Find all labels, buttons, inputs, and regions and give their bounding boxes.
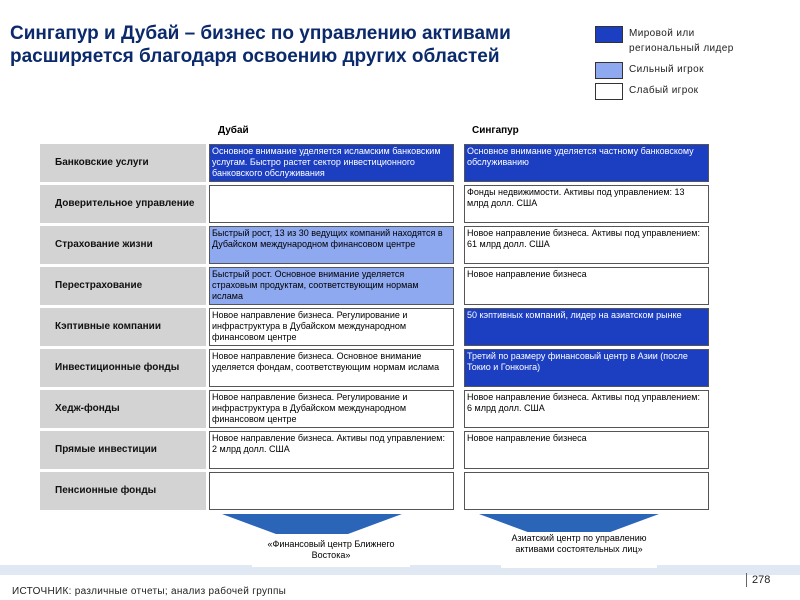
row-label: Банковские услуги (40, 144, 206, 182)
legend-label-leader: Мировой или региональный лидер (629, 28, 734, 54)
table-row (40, 144, 708, 182)
singapore-cell: Основное внимание уделяется частному банковскому обслуживанию (464, 144, 709, 182)
table-row (40, 226, 708, 264)
dubai-cell: Новое направление бизнеса. Активы под управлением: 2 млрд долл. США (209, 431, 454, 469)
row-label: Перестрахование (40, 267, 206, 305)
row-label: Кэптивные компании (40, 308, 206, 346)
dubai-callout: «Финансовый центр Ближнего Востока» (252, 536, 410, 567)
dubai-cell: Основное внимание уделяется исламским банковским услугам. Быстро растет сектор инвестиционного банковского обслуживания (209, 144, 454, 182)
row-label: Пенсионные фонды (40, 472, 206, 510)
table-row (40, 267, 708, 305)
singapore-cell: Фонды недвижимости. Активы под управлением: 13 млрд долл. США (464, 185, 709, 223)
dubai-cell: Быстрый рост. Основное внимание уделяется страховым продуктам, соответствующим нормам ислама (209, 267, 454, 305)
dubai-cell: Новое направление бизнеса. Регулирование и инфраструктура в Дубайском международном финансовом центре (209, 308, 454, 346)
singapore-cell: Новое направление бизнеса. Активы под управлением: 61 млрд долл. США (464, 226, 709, 264)
page-number-divider (746, 573, 747, 587)
column-header-singapore: Сингапур (472, 125, 519, 136)
table-row (40, 431, 708, 469)
singapore-cell: Новое направление бизнеса (464, 267, 709, 305)
table-row (40, 390, 708, 428)
dubai-cell: Новое направление бизнеса. Основное внимание уделяется фондам, соответствующим нормам ислама (209, 349, 454, 387)
singapore-callout: Азиатский центр по управлению активами состоятельных лиц» (501, 532, 657, 568)
table-row (40, 472, 708, 510)
legend-label-strong: Сильный игрок (629, 64, 704, 75)
singapore-cell: 50 кэптивных компаний, лидер на азиатском рынке (464, 308, 709, 346)
legend-swatch-leader (595, 26, 623, 43)
page-title: Сингапур и Дубай – бизнес по управлению активами расширяется благодаря освоению других областей (10, 23, 511, 67)
row-label: Доверительное управление (40, 185, 206, 223)
legend-swatch-weak (595, 83, 623, 100)
singapore-cell: Третий по размеру финансовый центр в Азии (после Токио и Гонконга) (464, 349, 709, 387)
table-row (40, 308, 708, 346)
legend-swatch-strong (595, 62, 623, 79)
column-header-dubai: Дубай (218, 125, 249, 136)
singapore-cell: Новое направление бизнеса. Активы под управлением: 6 млрд долл. США (464, 390, 709, 428)
legend-label-weak: Слабый игрок (629, 85, 699, 96)
dubai-cell (209, 472, 454, 510)
dubai-cell: Новое направление бизнеса. Регулирование и инфраструктура в Дубайском международном финансовом центре (209, 390, 454, 428)
row-label: Страхование жизни (40, 226, 206, 264)
dubai-cell: Быстрый рост, 13 из 30 ведущих компаний находятся в Дубайском международном финансовом центре (209, 226, 454, 264)
page-number: 278 (752, 574, 771, 586)
row-label: Хедж-фонды (40, 390, 206, 428)
row-label: Инвестиционные фонды (40, 349, 206, 387)
dubai-cell (209, 185, 454, 223)
singapore-cell (464, 472, 709, 510)
table-row (40, 349, 708, 387)
dubai-callout-arrow (222, 512, 402, 537)
table-row (40, 185, 708, 223)
source-note: ИСТОЧНИК: различные отчеты; анализ рабочей группы (12, 586, 287, 597)
row-label: Прямые инвестиции (40, 431, 206, 469)
singapore-cell: Новое направление бизнеса (464, 431, 709, 469)
